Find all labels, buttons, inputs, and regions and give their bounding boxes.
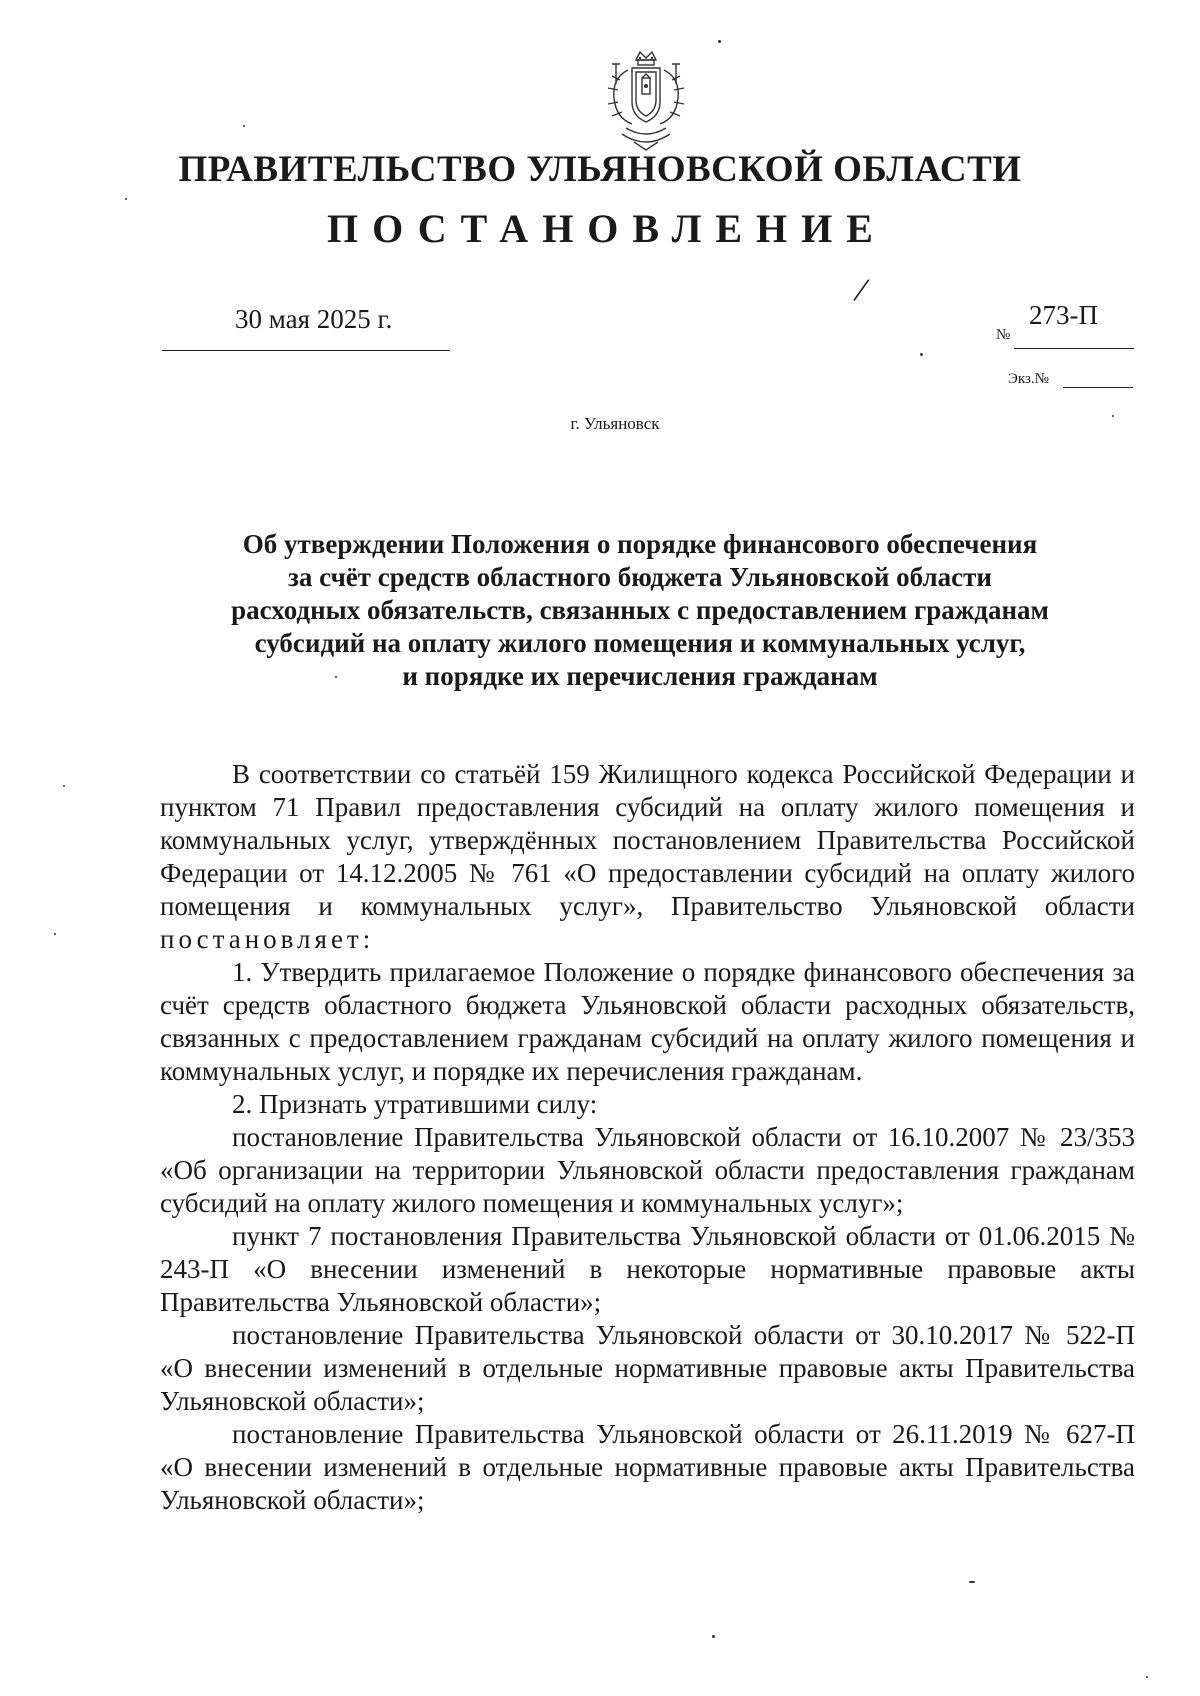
- scan-speck: [1146, 1676, 1148, 1678]
- subject-line: Об утверждении Положения о порядке финансового обеспечения: [242, 529, 1038, 559]
- number-underline: [1014, 348, 1134, 349]
- scan-speck: [63, 785, 65, 787]
- preamble-text: В соответствии со статьёй 159 Жилищного кодекса Российской Федерации и пунктом 71 Правил предоставления субсидий на оплату жилого помещения и коммунальных услуг, утверждённых постановлением Правительства Российской Федерации от 14.12.2005 № 761 «О предоставлении субсидий на оплату жилого помещения и коммунальных услуг», Правительство Ульяновской области: [160, 759, 1135, 921]
- scan-speck: [125, 198, 127, 200]
- subject-line: и порядке их перечисления гражданам: [402, 661, 878, 691]
- scan-speck: [969, 1581, 975, 1583]
- repealed-act-4: постановление Правительства Ульяновской области от 26.11.2019 № 627-П «О внесении изменений в отдельные нормативные правовые акты Правительства Ульяновской области»;: [160, 1419, 1135, 1515]
- paragraph-item-1: 1. Утвердить прилагаемое Положение о порядке финансового обеспечения за счёт средств областного бюджета Ульяновской области расходных обязательств, связанных с предоставлением гражданам субсидий на оплату жилого помещения и коммунальных услуг, и порядке их перечисления гражданам.: [160, 957, 1135, 1086]
- subject-line: субсидий на оплату жилого помещения и коммунальных услуг,: [254, 628, 1026, 658]
- preamble-paragraph: [160, 758, 1135, 956]
- scan-speck: [712, 1635, 715, 1638]
- number-label: №: [996, 327, 1011, 343]
- coat-of-arms-icon: [598, 50, 694, 156]
- subject-line: за счёт средств областного бюджета Ульяновской области: [288, 562, 992, 592]
- document-type: ПОСТАНОВЛЕНИЕ: [327, 206, 887, 251]
- paragraph-item-2: 2. Признать утратившими силу:: [232, 1089, 598, 1119]
- handwritten-mark: /: [853, 271, 869, 310]
- scan-speck: [243, 125, 245, 127]
- scan-speck: [335, 676, 337, 678]
- city: г. Ульяновск: [570, 414, 660, 433]
- repealed-act-3: постановление Правительства Ульяновской области от 30.10.2017 № 522-П «О внесении изменений в отдельные нормативные правовые акты Правительства Ульяновской области»;: [160, 1320, 1135, 1416]
- preamble-verb: постановляет:: [160, 924, 375, 954]
- document-date: 30 мая 2025 г.: [235, 304, 393, 334]
- document-body: [160, 758, 1135, 1517]
- copy-number-label: Экз.№: [1008, 371, 1049, 387]
- repealed-act-1: постановление Правительства Ульяновской области от 16.10.2007 № 23/353 «Об организации на территории Ульяновской области предоставления гражданам субсидий на оплату жилого помещения и коммунальных услуг»;: [160, 1122, 1135, 1218]
- document-number: 273-П: [1029, 300, 1098, 330]
- scan-speck: [54, 933, 56, 935]
- scan-speck: [718, 40, 721, 43]
- government-title: ПРАВИТЕЛЬСТВО УЛЬЯНОВСКОЙ ОБЛАСТИ: [178, 149, 1022, 190]
- scan-speck: [920, 353, 923, 356]
- copy-number-underline: [1063, 387, 1133, 388]
- date-underline: [162, 350, 450, 351]
- subject-line: расходных обязательств, связанных с предоставлением гражданам: [231, 595, 1049, 625]
- scan-speck: [1112, 415, 1114, 417]
- repealed-act-2: пункт 7 постановления Правительства Ульяновской области от 01.06.2015 № 243-П «О внесении изменений в некоторые нормативные правовые акты Правительства Ульяновской области»;: [160, 1221, 1135, 1317]
- document-subject: [160, 528, 1120, 693]
